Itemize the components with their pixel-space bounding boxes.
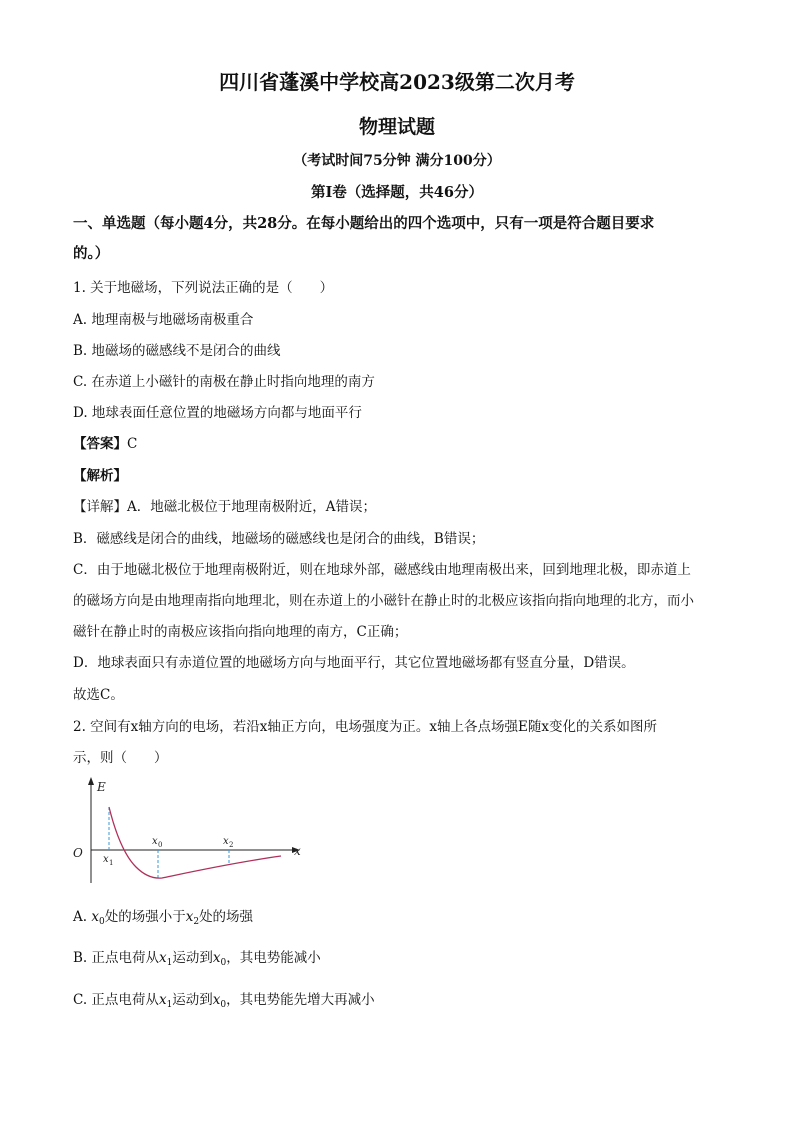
svg-text:1: 1 bbox=[109, 859, 114, 867]
answer-label: 【答案】 bbox=[73, 436, 127, 452]
q2-option-b: B. 正点电荷从$x_1$运动到$x_0$，其电势能减小 bbox=[73, 950, 321, 968]
q1-explanation-c3: 磁针在静止时的南极应该指向指向地理的南方，C正确； bbox=[73, 624, 408, 640]
x0-label bbox=[152, 836, 162, 849]
section-heading: 一、单选题（每小题4分，共28分。在每小题给出的四个选项中，只有一项是符合题目要求 bbox=[73, 215, 655, 232]
svg-text:2: 2 bbox=[229, 841, 234, 849]
q1-option-c: C. 在赤道上小磁针的南极在静止时指向地理的南方 bbox=[73, 374, 375, 390]
answer-value: C bbox=[127, 436, 138, 452]
x-axis-label: x bbox=[294, 844, 301, 858]
q2-option-a: A. $x_0$处的场强小于$x_2$处的场强 bbox=[73, 909, 254, 927]
svg-text:0: 0 bbox=[158, 841, 163, 849]
svg-text:x: x bbox=[152, 836, 158, 847]
exam-info: （考试时间75分钟 满分100分） bbox=[293, 153, 501, 169]
e-x-graph bbox=[66, 775, 316, 890]
q1-explanation-a bbox=[73, 495, 733, 515]
origin-label: O bbox=[73, 846, 83, 860]
subject-title: 物理试题 bbox=[358, 116, 435, 138]
q1-conclusion: 故选C。 bbox=[73, 687, 124, 703]
y-axis-label: E bbox=[97, 780, 106, 794]
q1-option-b: B. 地磁场的磁感线不是闭合的曲线 bbox=[73, 343, 281, 359]
detail-label: 【详解】 bbox=[73, 499, 127, 515]
svg-text:x: x bbox=[103, 854, 109, 865]
q1-explanation-c1: C．由于地磁北极位于地理南极附近，则在地球外部，磁感线由地理南极出来，回到地理北极，即赤道上 bbox=[73, 562, 691, 578]
q2-stem: 2. 空间有x轴方向的电场，若沿x轴正方向，电场强度为正。x轴上各点场强E随x变化的关系如图所 bbox=[73, 719, 657, 735]
q1-analysis-label bbox=[73, 464, 733, 484]
volume-title: 第Ⅰ卷（选择题，共46分） bbox=[311, 184, 483, 201]
exam-title: 四川省蓬溪中学校高2023级第二次月考 bbox=[219, 70, 575, 94]
x-axis bbox=[91, 847, 300, 853]
y-axis bbox=[88, 777, 94, 883]
q2-stem-cont: 示，则（ ） bbox=[73, 750, 168, 766]
q2-option-c: C. 正点电荷从$x_1$运动到$x_0$，其电势能先增大再减小 bbox=[73, 992, 375, 1010]
q1-explanation-d: D．地球表面只有赤道位置的地磁场方向与地面平行，其它位置地磁场都有竖直分量，D错误。 bbox=[73, 655, 635, 671]
q1-explanation-c2: 的磁场方向是由地理南指向地理北，则在赤道上的小磁针在静止时的北极应该指向指向地理的北方，而小 bbox=[73, 593, 694, 609]
svg-text:x: x bbox=[223, 836, 229, 847]
e-curve bbox=[109, 807, 281, 878]
q1-option-a: A. 地理南极与地磁场南极重合 bbox=[73, 312, 254, 328]
q1-option-d: D. 地球表面任意位置的地磁场方向都与地面平行 bbox=[73, 405, 362, 421]
q1-answer bbox=[73, 432, 733, 452]
explanation-a-text: A．地磁北极位于地理南极附近，A错误； bbox=[127, 499, 376, 515]
section-heading-cont: 的。） bbox=[73, 245, 110, 262]
q1-stem: 1. 关于地磁场，下列说法正确的是（ ） bbox=[73, 280, 334, 296]
q1-explanation-b: B．磁感线是闭合的曲线，地磁场的磁感线也是闭合的曲线，B错误； bbox=[73, 531, 485, 547]
analysis-label: 【解析】 bbox=[73, 468, 127, 484]
x1-label bbox=[103, 854, 113, 867]
x2-label bbox=[223, 836, 233, 849]
